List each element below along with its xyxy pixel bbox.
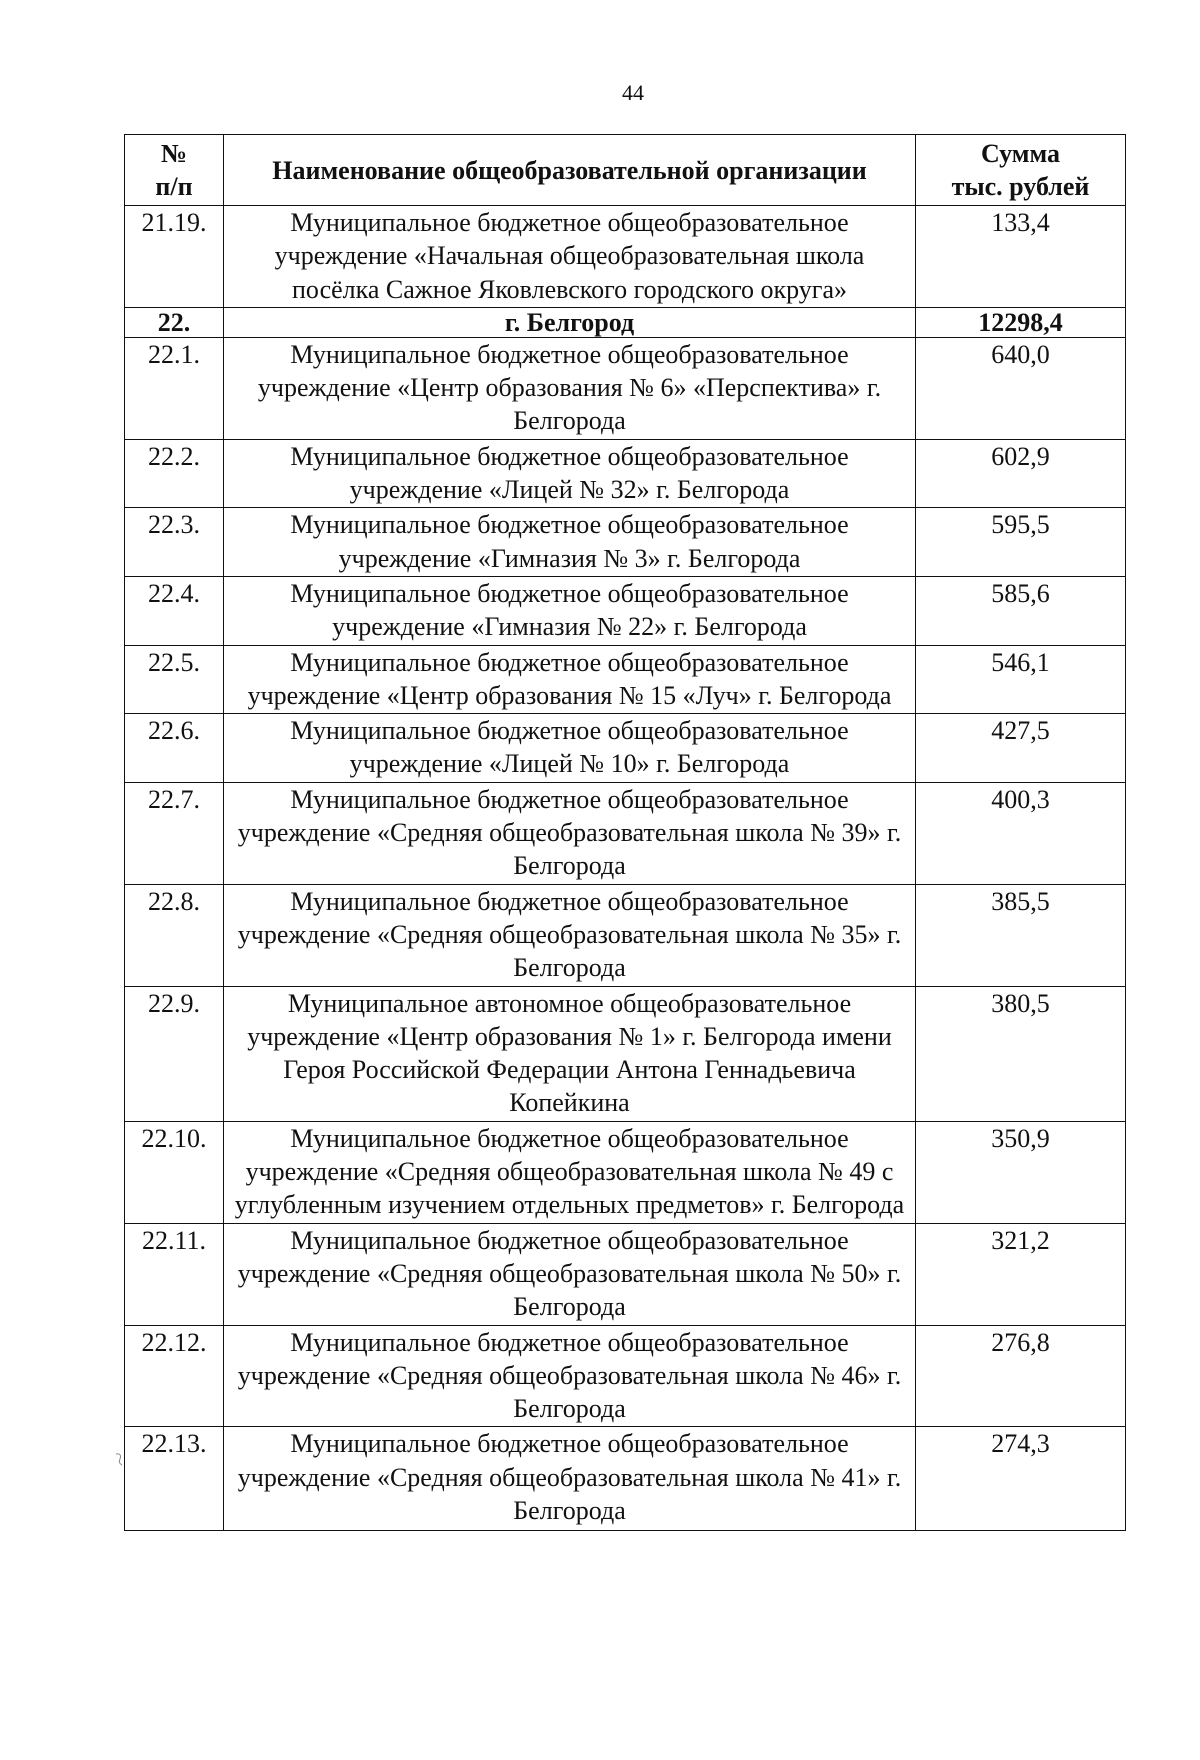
row-sum: 385,5 — [916, 884, 1126, 986]
table-row — [125, 508, 1126, 577]
table-row — [125, 439, 1126, 508]
row-organization-name: Муниципальное автономное общеобразовательное учреждение «Центр образования № 1» г. Белгорода имени Героя Российской Федерации Антона Геннадьевича Копейкина — [224, 986, 916, 1121]
row-sum: 380,5 — [916, 986, 1126, 1121]
row-sum: 640,0 — [916, 337, 1126, 439]
row-organization-name: Муниципальное бюджетное общеобразовательное учреждение «Гимназия № 3» г. Белгорода — [224, 508, 916, 577]
row-number: 22.5. — [125, 645, 224, 714]
header-name-label: Наименование общеобразовательной организации — [272, 155, 867, 185]
header-number-label: № п/п — [155, 139, 193, 201]
table-row — [125, 1427, 1126, 1531]
row-organization-name: Муниципальное бюджетное общеобразовательное учреждение «Средняя общеобразовательная школа № 49 с углубленным изучением отдельных предметов» г. Белгорода — [224, 1121, 916, 1223]
page-number: 44 — [622, 80, 644, 105]
row-number: 22.8. — [125, 884, 224, 986]
row-organization-name: Муниципальное бюджетное общеобразовательное учреждение «Центр образования № 6» «Перспектива» г. Белгорода — [224, 337, 916, 439]
row-number: 22.3. — [125, 508, 224, 577]
row-number: 22.1. — [125, 337, 224, 439]
row-organization-name: Муниципальное бюджетное общеобразовательное учреждение «Средняя общеобразовательная школа № 46» г. Белгорода — [224, 1325, 916, 1427]
row-sum: 602,9 — [916, 439, 1126, 508]
row-organization-name: Муниципальное бюджетное общеобразовательное учреждение «Центр образования № 15 «Луч» г. Белгорода — [224, 645, 916, 714]
row-sum: 350,9 — [916, 1121, 1126, 1223]
row-organization-name: Муниципальное бюджетное общеобразовательное учреждение «Лицей № 32» г. Белгорода — [224, 439, 916, 508]
row-sum: 276,8 — [916, 1325, 1126, 1427]
row-sum: 133,4 — [916, 206, 1126, 308]
table-row — [125, 1325, 1126, 1427]
row-sum: 321,2 — [916, 1223, 1126, 1325]
row-number: 22.4. — [125, 576, 224, 645]
row-number: 22.9. — [125, 986, 224, 1121]
table-row — [125, 576, 1126, 645]
row-organization-name: Муниципальное бюджетное общеобразовательное учреждение «Средняя общеобразовательная школа № 39» г. Белгорода — [224, 782, 916, 884]
table-row — [125, 337, 1126, 439]
header-sum-label: Сумма тыс. рублей — [951, 139, 1090, 201]
header-number — [125, 135, 224, 206]
row-number: 22.7. — [125, 782, 224, 884]
row-number: 22.11. — [125, 1223, 224, 1325]
row-sum: 595,5 — [916, 508, 1126, 577]
header-sum — [916, 135, 1126, 206]
row-organization-name: Муниципальное бюджетное общеобразовательное учреждение «Лицей № 10» г. Белгорода — [224, 714, 916, 783]
margin-scan-mark — [114, 1451, 124, 1472]
row-organization-name: Муниципальное бюджетное общеобразовательное учреждение «Средняя общеобразовательная школа № 35» г. Белгорода — [224, 884, 916, 986]
group-number: 22. — [125, 307, 224, 337]
row-sum: 274,3 — [916, 1427, 1126, 1531]
row-number: 22.10. — [125, 1121, 224, 1223]
row-organization-name: Муниципальное бюджетное общеобразовательное учреждение «Начальная общеобразовательная школа посёлка Сажное Яковлевского городского округа» — [224, 206, 916, 308]
row-sum: 585,6 — [916, 576, 1126, 645]
row-number: 22.12. — [125, 1325, 224, 1427]
row-number: 22.2. — [125, 439, 224, 508]
row-organization-name: Муниципальное бюджетное общеобразовательное учреждение «Средняя общеобразовательная школа № 50» г. Белгорода — [224, 1223, 916, 1325]
group-sum-total: 12298,4 — [916, 307, 1126, 337]
table-row-group — [125, 307, 1126, 337]
group-city-name: г. Белгород — [224, 307, 916, 337]
row-sum: 427,5 — [916, 714, 1126, 783]
header-organization-name — [224, 135, 916, 206]
row-number: 22.6. — [125, 714, 224, 783]
row-sum: 400,3 — [916, 782, 1126, 884]
table-row — [125, 645, 1126, 714]
row-number: 22.13. — [125, 1427, 224, 1531]
table-row — [125, 1121, 1126, 1223]
table-row — [125, 1223, 1126, 1325]
row-number: 21.19. — [125, 206, 224, 308]
allocation-table — [124, 134, 1126, 1531]
table-row — [125, 884, 1126, 986]
row-organization-name: Муниципальное бюджетное общеобразовательное учреждение «Средняя общеобразовательная школа № 41» г. Белгорода — [224, 1427, 916, 1531]
row-sum: 546,1 — [916, 645, 1126, 714]
table-row — [125, 206, 1126, 308]
table-body — [125, 206, 1126, 1531]
table-row — [125, 986, 1126, 1121]
table-header-row — [125, 135, 1126, 206]
scan-mark-glyph — [114, 1451, 124, 1467]
row-organization-name: Муниципальное бюджетное общеобразовательное учреждение «Гимназия № 22» г. Белгорода — [224, 576, 916, 645]
table-row — [125, 782, 1126, 884]
table-row — [125, 714, 1126, 783]
